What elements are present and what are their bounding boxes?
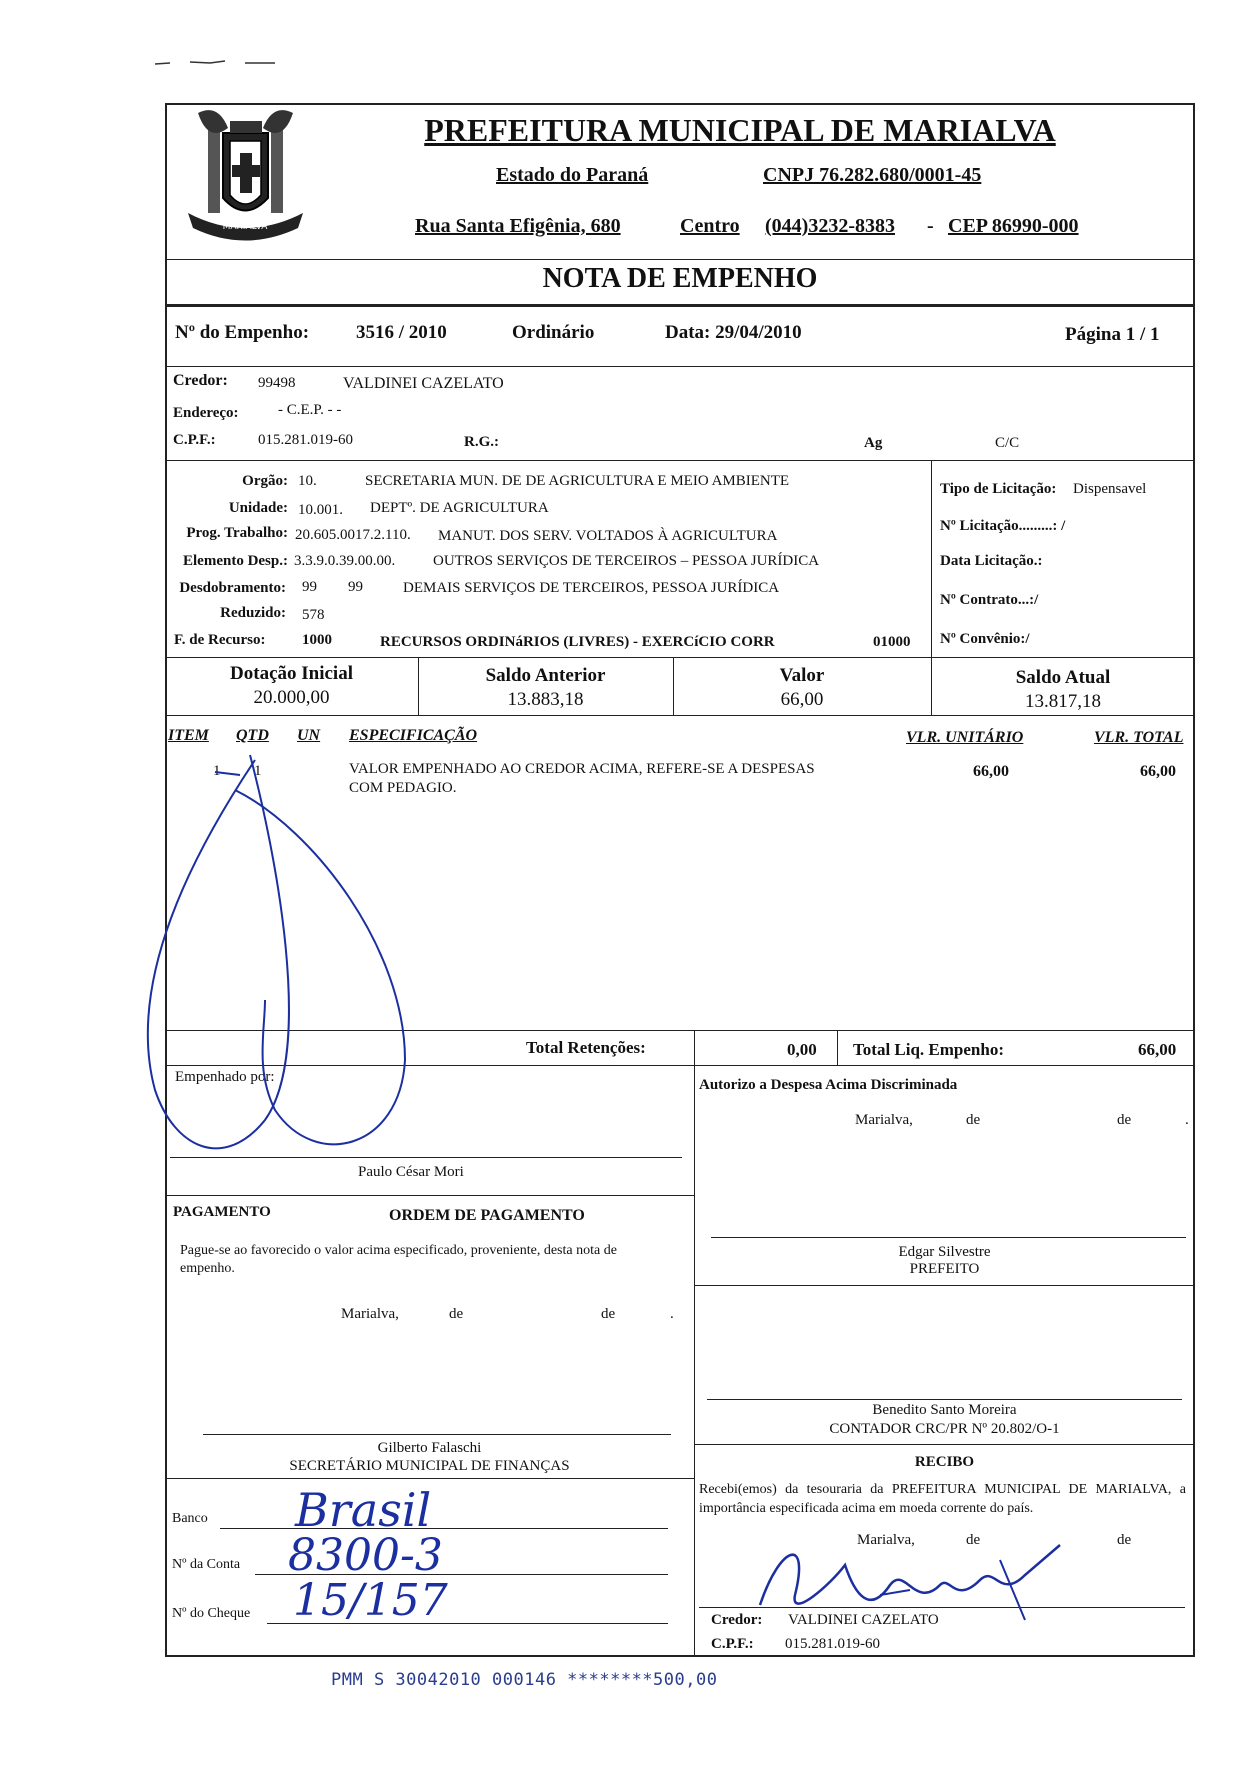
endereco-value: - C.E.P. - - — [278, 402, 342, 418]
recibo-signature — [740, 1525, 1070, 1635]
cpf-value: 015.281.019-60 — [258, 432, 353, 448]
ag-label: Ag — [864, 435, 883, 451]
elemento-label: Elemento Desp.: — [183, 553, 288, 569]
endereco-label: Endereço: — [173, 405, 239, 421]
desdobramento-a: 99 — [302, 579, 317, 595]
total-retencoes-value: 0,00 — [787, 1040, 817, 1059]
contador-name: Benedito Santo Moreira — [872, 1402, 1017, 1418]
col-item: ITEM — [168, 727, 209, 744]
recibo-city: Marialva, — [857, 1532, 915, 1548]
recibo-credor-label: Credor: — [711, 1612, 763, 1628]
credor-code: 99498 — [258, 375, 296, 391]
numero-licitacao: Nº Licitação.........: / — [940, 518, 1066, 534]
address-cep: CEP 86990-000 — [948, 215, 1079, 237]
svg-text:MARIALVA: MARIALVA — [222, 222, 268, 232]
pagamento-de2: de — [601, 1306, 616, 1322]
scan-mark — [150, 55, 290, 67]
secretario-role: SECRETÁRIO MUNICIPAL DE FINANÇAS — [289, 1458, 570, 1474]
prefeito-role: PREFEITO — [909, 1261, 980, 1277]
empenho-number-label: Nº do Empenho: — [175, 322, 310, 343]
item-vlr-total: 66,00 — [1140, 763, 1176, 780]
saldo-atual-value: 13.817,18 — [1025, 691, 1101, 712]
conta-label: Nº da Conta — [172, 1557, 241, 1572]
recurso-code: 1000 — [302, 632, 332, 648]
valor-label: Valor — [779, 665, 825, 686]
document-title: NOTA DE EMPENHO — [542, 263, 818, 294]
address-street: Rua Santa Efigênia, 680 — [415, 215, 621, 237]
total-retencoes-label: Total Retenções: — [526, 1038, 646, 1057]
cheque-handwritten: 15/157 — [293, 1575, 448, 1626]
recibo-cpf-value: 015.281.019-60 — [785, 1636, 880, 1652]
col-un: UN — [297, 727, 321, 744]
elemento-code: 3.3.9.0.39.00.00. — [294, 553, 396, 569]
numero-contrato: Nº Contrato...:/ — [940, 592, 1039, 608]
contador-role: CONTADOR CRC/PR Nº 20.802/O-1 — [829, 1421, 1060, 1437]
empenho-signature-loop — [115, 730, 435, 1180]
item-vlr-unitario: 66,00 — [973, 763, 1009, 780]
empenho-type: Ordinário — [512, 322, 595, 343]
conta-handwritten: 8300-3 — [288, 1530, 443, 1581]
col-especificacao: ESPECIFICAÇÃO — [349, 727, 478, 744]
autorizo-de1: de — [966, 1112, 981, 1128]
tipo-licitacao-label: Tipo de Licitação: — [940, 481, 1057, 497]
total-liq-value: 66,00 — [1138, 1040, 1177, 1059]
autorizo-dot: . — [1185, 1112, 1189, 1128]
empenho-number: 3516 / 2010 — [356, 322, 447, 343]
cc-label: C/C — [995, 435, 1020, 451]
orgao-code: 10. — [298, 473, 317, 489]
address-dash: - — [927, 215, 934, 237]
pagamento-label: PAGAMENTO — [173, 1204, 271, 1220]
ordem-pagamento-label: ORDEM DE PAGAMENTO — [389, 1207, 585, 1224]
cnpj-text: CNPJ 76.282.680/0001-45 — [763, 164, 982, 186]
desdobramento-desc: DEMAIS SERVIÇOS DE TERCEIROS, PESSOA JURÍDICA — [403, 580, 780, 596]
prog-desc: MANUT. DOS SERV. VOLTADOS À AGRICULTURA — [438, 528, 778, 544]
recibo-text: Recebi(emos) da tesouraria da PREFEITURA MUNICIPAL DE MARIALVA, a importância especificada acima em moeda corrente do país. — [699, 1482, 1186, 1516]
item-espec-line2: COM PEDAGIO. — [349, 780, 457, 796]
desdobramento-b: 99 — [348, 579, 363, 595]
reduzido-value: 578 — [302, 607, 325, 623]
item-qtd: 1 — [254, 763, 262, 779]
credor-name: VALDINEI CAZELATO — [343, 375, 504, 392]
secretario-name: Gilberto Falaschi — [377, 1440, 482, 1456]
estado-text: Estado do Paraná — [496, 164, 649, 186]
cheque-label: Nº do Cheque — [172, 1606, 251, 1621]
orgao-desc: SECRETARIA MUN. DE DE AGRICULTURA E MEIO AMBIENTE — [365, 473, 790, 489]
empenho-date: Data: 29/04/2010 — [665, 322, 802, 343]
prog-label: Prog. Trabalho: — [186, 525, 288, 541]
prog-code: 20.605.0017.2.110. — [295, 527, 411, 543]
reduzido-label: Reduzido: — [220, 605, 286, 621]
dotacao-label: Dotação Inicial — [230, 663, 353, 684]
address-district: Centro — [680, 215, 740, 237]
orgao-label: Orgão: — [242, 473, 288, 489]
desdobramento-label: Desdobramento: — [179, 580, 286, 596]
recibo-title: RECIBO — [914, 1454, 975, 1470]
col-vlr-unitario: VLR. UNITÁRIO — [906, 729, 1024, 746]
item-espec-line1: VALOR EMPENHADO AO CREDOR ACIMA, REFERE-SE A DESPESAS — [349, 761, 815, 777]
rg-label: R.G.: — [464, 434, 499, 450]
autorizo-label: Autorizo a Despesa Acima Discriminada — [699, 1077, 958, 1093]
autorizo-city: Marialva, — [855, 1112, 913, 1128]
saldo-anterior-value: 13.883,18 — [507, 689, 584, 710]
col-vlr-total: VLR. TOTAL — [1094, 729, 1184, 746]
recibo-cpf-label: C.P.F.: — [711, 1636, 754, 1652]
pagamento-city: Marialva, — [341, 1306, 399, 1322]
unidade-code: 10.001. — [298, 502, 343, 518]
dotacao-value: 20.000,00 — [253, 687, 330, 708]
pagamento-de1: de — [449, 1306, 464, 1322]
saldo-anterior-label: Saldo Anterior — [485, 665, 606, 686]
col-qtd: QTD — [236, 727, 269, 744]
authentication-stamp: PMM S 30042010 000146 ********500,00 — [331, 1670, 718, 1690]
total-liq-label: Total Liq. Empenho: — [853, 1040, 1004, 1059]
address-phone: (044)3232-8383 — [765, 215, 895, 237]
pagamento-dot: . — [670, 1306, 674, 1322]
item-number: 1 — [213, 763, 221, 779]
recibo-credor-name: VALDINEI CAZELATO — [788, 1612, 939, 1628]
valor-value: 66,00 — [780, 689, 824, 710]
recurso-label: F. de Recurso: — [174, 632, 266, 648]
unidade-desc: DEPTº. DE AGRICULTURA — [370, 500, 549, 516]
banco-handwritten: Brasil — [295, 1483, 432, 1537]
elemento-desc: OUTROS SERVIÇOS DE TERCEIROS – PESSOA JURÍDICA — [433, 553, 820, 569]
unidade-label: Unidade: — [228, 500, 288, 516]
empenhado-name: Paulo César Mori — [358, 1164, 464, 1180]
page-number: Página 1 / 1 — [1065, 324, 1160, 345]
recibo-de1: de — [966, 1532, 981, 1548]
recurso-number: 01000 — [873, 634, 911, 650]
prefeito-name: Edgar Silvestre — [898, 1244, 991, 1260]
numero-convenio: Nº Convênio:/ — [940, 631, 1030, 647]
recurso-desc: RECURSOS ORDINáRIOS (LIVRES) - EXERCíCIO CORR — [380, 634, 775, 650]
empenhado-label: Empenhado por: — [175, 1069, 275, 1085]
saldo-atual-label: Saldo Atual — [1015, 667, 1111, 688]
autorizo-de2: de — [1117, 1112, 1132, 1128]
cpf-label: C.P.F.: — [173, 432, 216, 448]
prefeitura-title: PREFEITURA MUNICIPAL DE MARIALVA — [424, 112, 1056, 148]
municipal-coat-of-arms — [178, 103, 313, 248]
recibo-de2: de — [1117, 1532, 1132, 1548]
credor-label: Credor: — [173, 372, 228, 389]
data-licitacao: Data Licitação.: — [940, 553, 1043, 569]
tipo-licitacao-value: Dispensavel — [1073, 481, 1147, 497]
pagamento-text: Pague-se ao favorecido o valor acima especificado, proveniente, desta nota de empenho. — [180, 1243, 617, 1276]
banco-label: Banco — [172, 1511, 208, 1526]
